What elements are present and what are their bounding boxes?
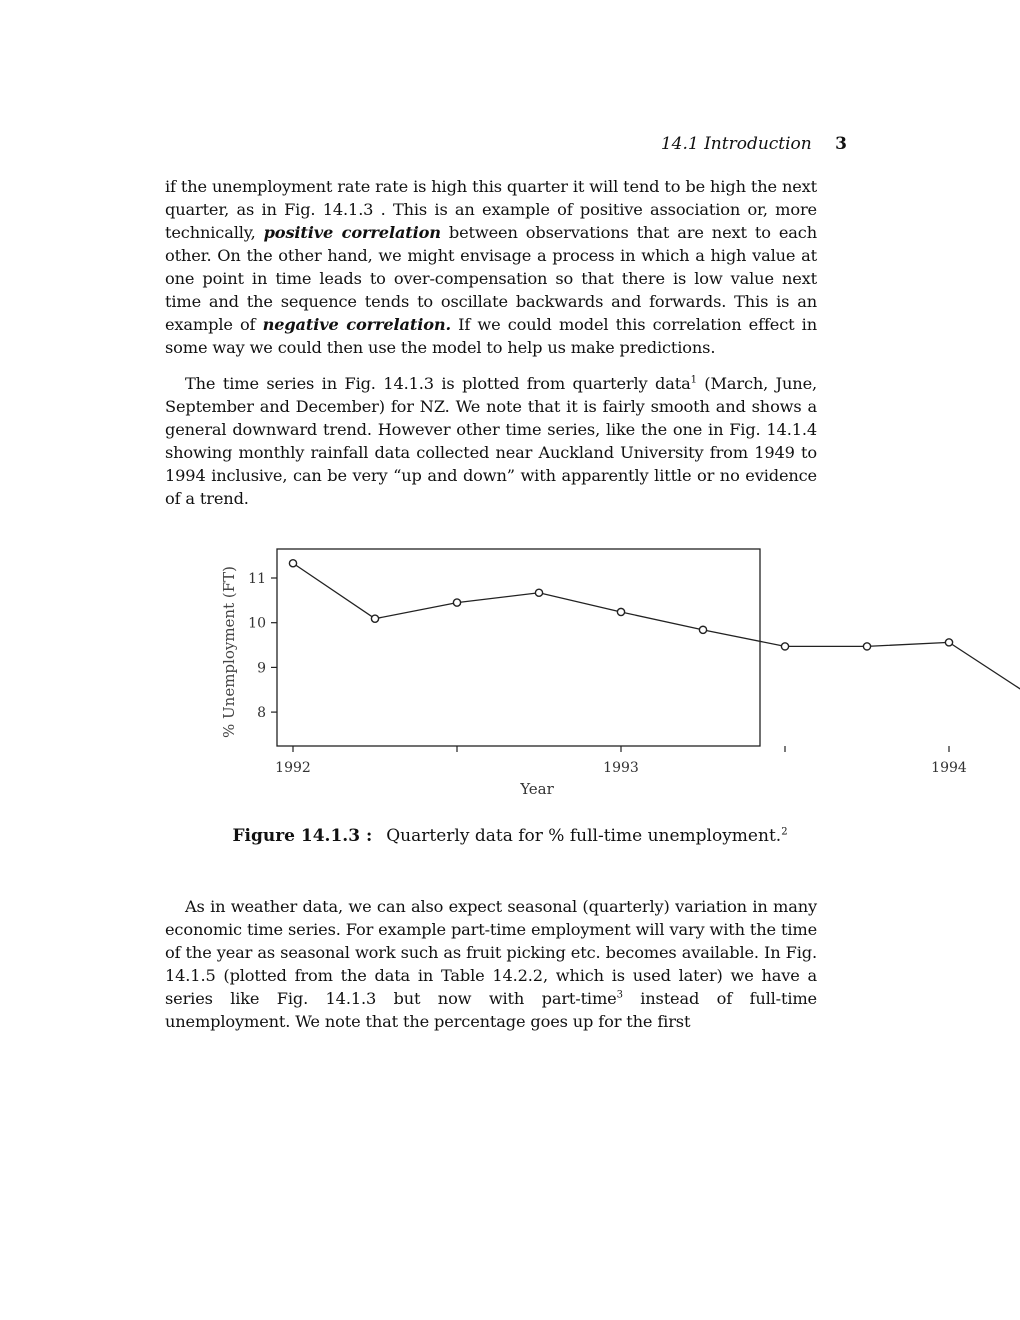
paragraph-2 [165,372,817,510]
y-axis-label: % Unemployment (FT) [220,565,238,739]
footnote-marker-2: 2 [781,826,788,838]
paragraph-3 [165,895,817,1033]
text: between observations that are next to each other. On the other hand, we might envisage a process in which a high value at one point in time leads to over-compensation so that there is low value next time and the sequence tends to oscillate backwards and forwards. This is an example of [165,223,817,334]
running-head [165,134,847,154]
footnote-marker-3: 3 [616,989,623,1001]
data-point [535,589,542,596]
term-positive-correlation: positive correlation [263,223,441,242]
line-chart [210,540,967,810]
data-point [699,626,706,633]
footnote-marker-1: 1 [690,374,697,386]
figure-caption [0,826,1020,846]
y-tick-label: 10 [248,615,266,632]
paragraph-1 [165,175,817,359]
data-point [453,599,460,606]
x-tick-label: 1992 [275,760,311,776]
figure-label: Figure 14.1.3 : [232,826,373,846]
y-tick-label: 8 [257,705,266,722]
y-axis [248,571,277,721]
text: if the unemployment rate rate is high this quarter it will tend to be high the next quarter, as in Fig. 14.1.3 . This is an example of positive association or, more technically, [165,177,817,242]
data-point [863,643,870,650]
data-point [781,643,788,650]
text: If we could model this correlation effect in some way we could then use the model to help us make predictions. [165,315,817,357]
text: (March, June, September and December) for NZ. We note that it is fairly smooth and shows a general downward trend. However other time series, like the one in Fig. 14.1.4 showing monthly rainfall data collected near Auckland University from 1949 to 1994 inclusive, can be very “up and down” with apparently little or no evidence of a trend. [165,374,817,508]
y-tick-label: 9 [257,660,266,677]
plot-area [277,549,760,746]
page-number: 3 [835,134,847,154]
data-point [289,560,296,567]
x-tick-label: 1994 [931,760,967,776]
caption-text: Quarterly data for % full-time unemployment. [386,826,782,846]
data-point [371,615,378,622]
text: instead of full-time unemployment. We note that the percentage goes up for the first [165,989,817,1031]
text: The time series in Fig. 14.1.3 is plotted from quarterly data [185,374,691,393]
figure-chart [210,540,967,810]
section-title: 14.1 Introduction [660,134,812,154]
data-point [617,608,624,615]
y-tick-label: 11 [248,571,266,587]
x-tick-label: 1993 [603,760,639,776]
term-negative-correlation: negative correlation. [262,315,451,334]
data-point [945,639,952,646]
x-axis [275,746,1020,776]
text: As in weather data, we can also expect seasonal (quarterly) variation in many economic time series. For example part-time employment will vary with the time of the year as seasonal work such as fruit picking etc. becomes available. In Fig. 14.1.5 (plotted from the data in Table 14.2.2, which is used later) we have a series like Fig. 14.1.3 but now with part-time [165,897,817,1008]
x-axis-label: Year [520,780,554,798]
